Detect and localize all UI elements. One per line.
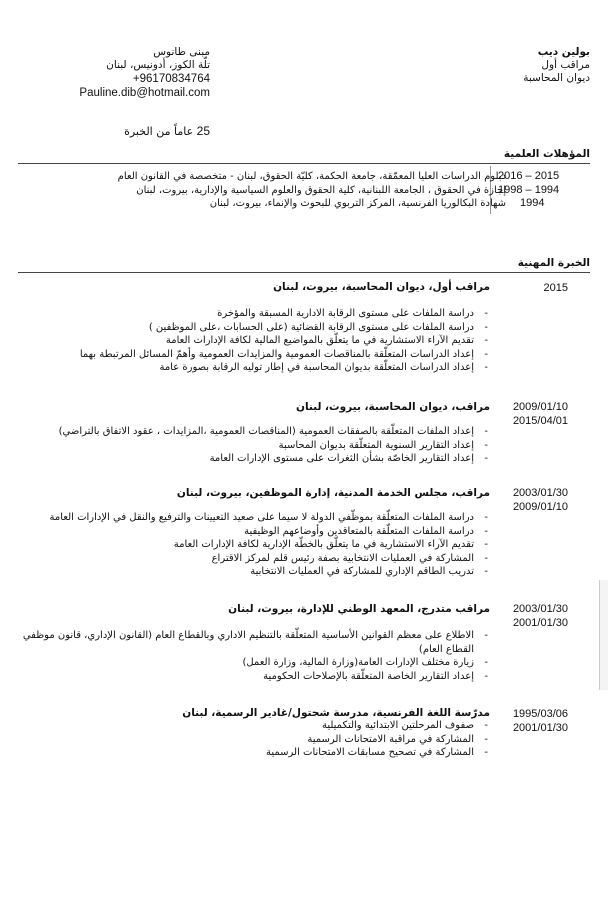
experience-bullet: - تدريب الطاقم الإداري للمشاركة في العمليات الانتخابية	[20, 565, 474, 579]
experience-entry-title: مدرّسة اللغة الفرنسية، مدرسة شحتول/غادير الرسمية، لبنان	[182, 707, 490, 719]
experience-entry	[20, 487, 490, 579]
experience-date: 2003/01/30	[512, 487, 568, 499]
person-department: ديوان المحاسبة	[523, 72, 590, 84]
contact-email[interactable]: Pauline.dib@hotmail.com	[79, 87, 210, 99]
experience-date: 2003/01/30	[512, 603, 568, 615]
qualification-item: شهادة البكالوريا الفرنسية، المركز التربوي للبحوث والإنماء، بيروت، لبنان	[209, 198, 506, 209]
experience-bullet: - إعداد الدراسات المتعلّقة بالمناقصات العمومية والمزايدات العمومية وأهمّ المسائل المرتبطة بهما	[20, 348, 474, 362]
section-divider	[18, 272, 590, 273]
experience-date: 1995/03/06	[512, 708, 568, 720]
experience-bullet: - دراسة الملفات المتعلّقة بموظّفي الدولة لا سيما على صعيد التعيينات والترفيع والنقل في الإدارات العامة	[20, 511, 474, 525]
experience-entry-title: مراقب، ديوان المحاسبة، بيروت، لبنان	[295, 401, 490, 413]
experience-entry	[20, 401, 490, 466]
qualification-date: 1994	[520, 197, 545, 209]
experience-bullet: - زيارة مختلف الإدارات العامة(وزارة المالية، وزارة العمل)	[20, 656, 474, 670]
qualification-dates	[498, 170, 568, 211]
qualification-item: إجازة في الحقوق ، الجامعة اللبنانية، كلية الحقوق والعلوم السياسية والإدارية، بيروت، لبنان	[136, 184, 506, 196]
experience-bullet: - إعداد التقارير الخاصة المتعلّقة بالإصلاحات الحكومية	[20, 670, 474, 684]
contact-block	[60, 46, 210, 100]
experience-bullet: - إعداد الدراسات المتعلّقة بديوان المحاسبة في إطار توليه الرقابة بصورة عامة	[20, 361, 474, 375]
experience-date: 2015	[543, 282, 568, 294]
experience-dates	[498, 602, 568, 630]
experience-bullet: - دراسة الملفات المتعلّقة بالمتعاقدين وأوضاعهم الوظيفية	[20, 525, 474, 539]
experience-date: 2001/01/30	[512, 617, 568, 629]
profile-header	[523, 46, 590, 85]
contact-phone: +96170834764	[132, 73, 210, 85]
experience-entry-title: مراقب أول، ديوان المحاسبة، بيروت، لبنان	[273, 281, 490, 293]
qualification-date: 2016 – 2015	[498, 170, 560, 182]
qualification-date: 1998 – 1994	[498, 183, 560, 196]
experience-entry-title: مراقب، مجلس الخدمة المدنية، إدارة الموظفين، بيروت، لبنان	[176, 487, 490, 499]
qualifications-title: المؤهلات العلمية	[503, 148, 590, 160]
contact-address: تلّة الكوز، أدونيس، لبنان	[106, 59, 210, 71]
experience-entry-title: مراقب متدرج، المعهد الوطني للإدارة، بيروت، لبنان	[228, 603, 490, 615]
experience-bullet: - إعداد التقارير الخاصّة بشأن الثغرات على مستوى الإدارات العامة	[20, 452, 474, 466]
experience-date: 2009/01/10	[512, 501, 568, 513]
experience-date: 2009/01/10	[512, 401, 568, 413]
experience-years-number: 25	[196, 124, 210, 138]
experience-years	[80, 124, 210, 138]
experience-dates	[498, 707, 568, 735]
experience-dates	[498, 486, 568, 514]
experience-bullet: - تقديم الآراء الاستشارية في ما يتعلّق بالخطّة الإدارية لكافة الإدارات العامة	[20, 538, 474, 552]
section-divider	[18, 163, 590, 164]
experience-bullet: - المشاركة في العمليات الانتخابية بصفة رئيس قلم لمركز الاقتراع	[20, 552, 474, 566]
experience-bullet: - صفوف المرحلتين الابتدائية والتكميلية	[20, 719, 474, 733]
experience-date: 2001/01/30	[512, 722, 568, 734]
experience-entry	[20, 707, 490, 760]
contact-building: مبنى طانوس	[153, 46, 210, 58]
experience-bullet: - إعداد الملفات المتعلّقة بالصفقات العمومية (المناقصات العمومية ،المزايدات ، عقود الاتفاق بالتراضي)	[20, 425, 474, 439]
qualification-item: دبلوم الدراسات العليا المعمّقة، جامعة الحكمة، كليّة الحقوق، لبنان - متخصصة في القانون العام	[117, 171, 506, 182]
experience-entry	[20, 281, 490, 375]
experience-bullet: - المشاركة في تصحيح مسابقات الامتحانات الرسمية	[20, 746, 474, 760]
qualification-list	[36, 170, 506, 211]
experience-bullet: - دراسة الملفات على مستوى الرقابة القضائية (على الحسابات ،على الموظفين )	[20, 321, 474, 335]
experience-dates	[498, 281, 568, 295]
experience-years-label: عاماً من الخبرة	[124, 125, 194, 138]
experience-entry	[20, 603, 490, 683]
experience-bullet: - دراسة الملفات على مستوى الرقابة الادارية المسبقة والمؤخرة	[20, 307, 474, 321]
experience-bullet: - المشاركة في مراقبة الامتحانات الرسمية	[20, 733, 474, 747]
experience-title: الخبرة المهنية	[517, 257, 590, 269]
page-edge-shadow	[599, 580, 608, 690]
experience-dates	[498, 400, 568, 428]
experience-date: 2015/04/01	[512, 415, 568, 427]
experience-bullet: - تقديم الآراء الاستشارية في ما يتعلّق بالمواضيع المالية لكافة الإدارات العامة	[20, 334, 474, 348]
person-name: بولين ديب	[537, 46, 590, 58]
experience-bullet: - إعداد التقارير السنوية المتعلّقة بديوان المحاسبة	[20, 439, 474, 453]
experience-bullet: - الاطلاع على معظم القوانين الأساسية المتعلّقة بالتنظيم الاداري وبالقطاع العام (القانون الإداري، قانون موظفي القطاع العام)	[20, 629, 474, 656]
person-role: مراقب أول	[541, 59, 590, 71]
